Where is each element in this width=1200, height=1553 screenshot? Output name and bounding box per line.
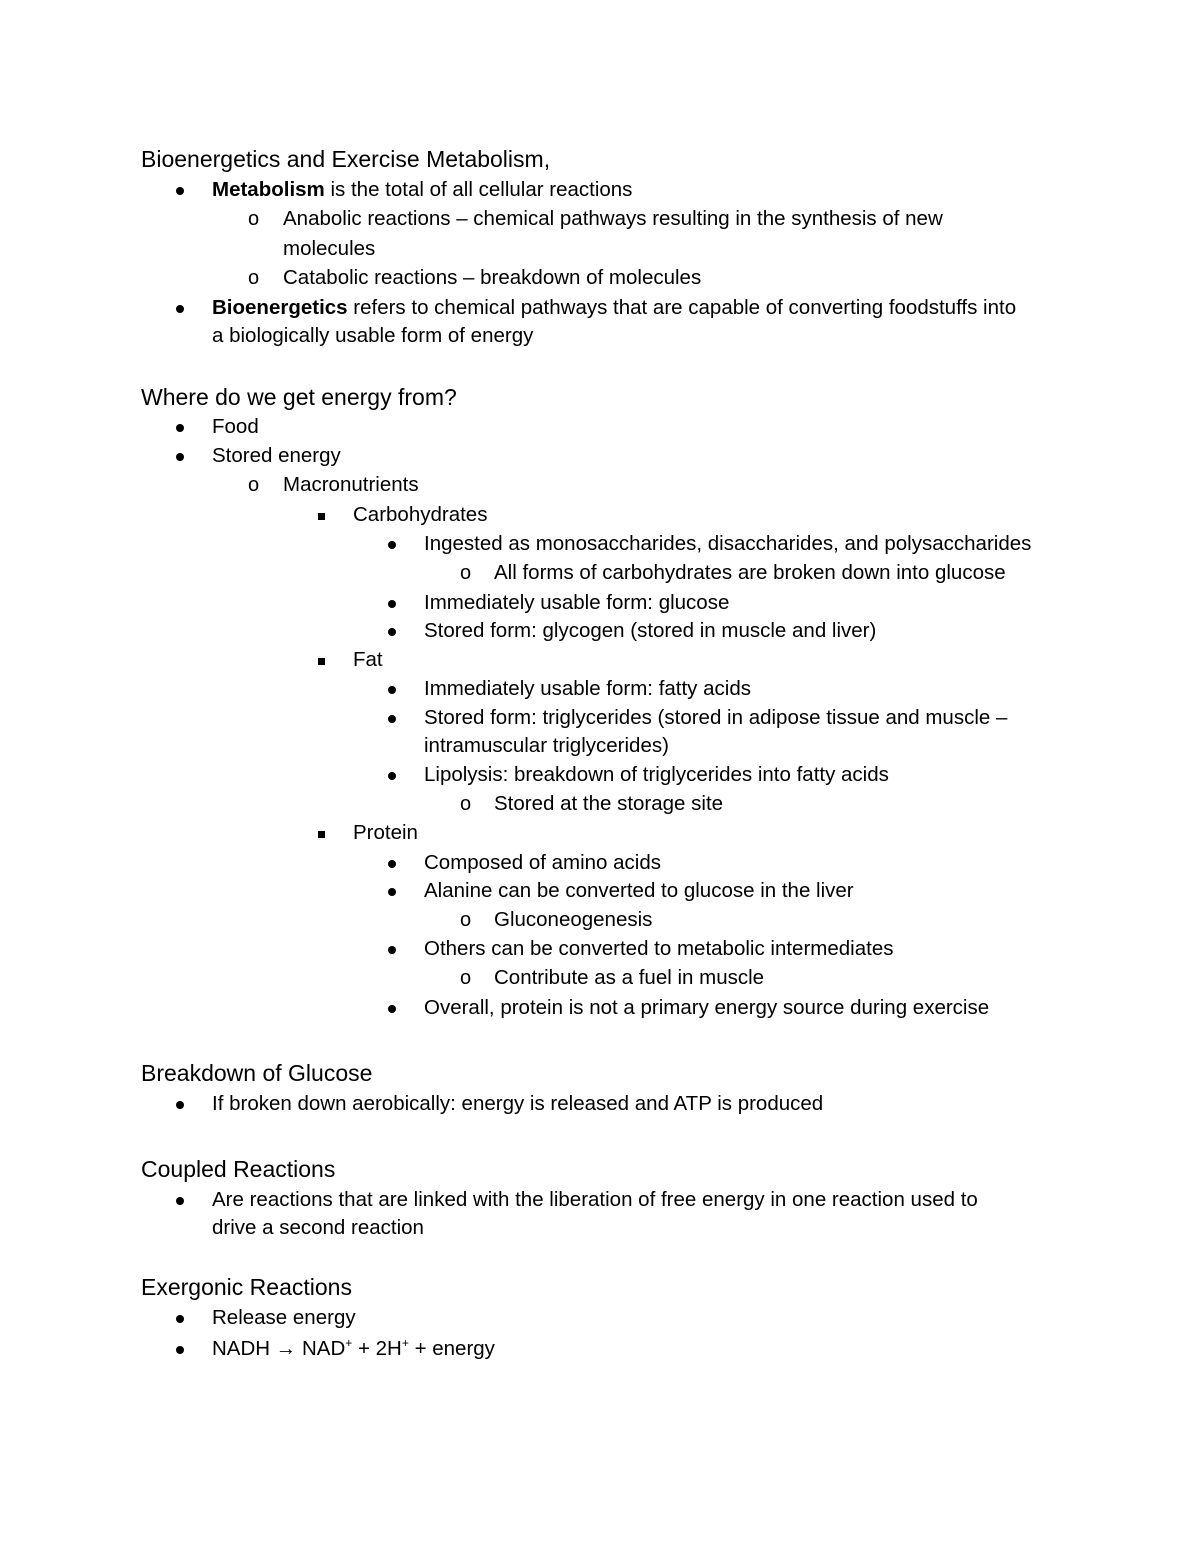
arrow-icon: →	[275, 1337, 297, 1360]
bullet-circle: o	[460, 909, 472, 931]
bullet-circle: o	[460, 793, 472, 815]
list-item-fat-stored: Stored form: triglycerides (stored in adipose tissue and muscle –	[424, 706, 1008, 729]
list-item-fat: Fat	[353, 648, 383, 671]
list-item-release-energy: Release energy	[212, 1306, 356, 1329]
list-item-carb-usable: Immediately usable form: glucose	[424, 591, 730, 614]
bullet-dot	[388, 935, 398, 963]
list-item-metabolism	[212, 176, 632, 204]
list-item-coupled-cont: drive a second reaction	[212, 1216, 424, 1239]
list-item-nadh-equation	[212, 1335, 495, 1363]
list-item-catabolic: Catabolic reactions – breakdown of molecules	[283, 266, 702, 289]
section-heading-coupled: Coupled Reactions	[141, 1156, 336, 1182]
section-heading-exergonic: Exergonic Reactions	[141, 1274, 352, 1300]
equation-reactant: NADH	[212, 1337, 276, 1360]
bullet-dot	[388, 675, 398, 703]
list-item-fat-usable: Immediately usable form: fatty acids	[424, 677, 751, 700]
bullet-dot	[388, 530, 398, 558]
equation-product: + 2H	[352, 1337, 402, 1360]
bullet-dot	[388, 589, 398, 617]
section-heading-energy-sources: Where do we get energy from?	[141, 384, 457, 410]
list-item-fuel-muscle: Contribute as a fuel in muscle	[494, 966, 765, 989]
bullet-circle: o	[248, 474, 260, 496]
list-item-gluconeogenesis: Gluconeogenesis	[494, 908, 653, 931]
list-item-coupled: Are reactions that are linked with the liberation of free energy in one reaction used to	[212, 1188, 978, 1211]
superscript-plus: +	[401, 1336, 409, 1350]
bullet-dot	[176, 176, 186, 204]
bullet-dot	[388, 994, 398, 1022]
list-item-aerobic: If broken down aerobically: energy is released and ATP is produced	[212, 1092, 824, 1115]
bullet-square	[318, 819, 328, 847]
equation-product: NAD	[296, 1337, 346, 1360]
bullet-circle: o	[460, 562, 472, 584]
list-item-stored-energy: Stored energy	[212, 444, 341, 467]
bullet-dot	[388, 617, 398, 645]
bullet-circle: o	[248, 208, 260, 230]
list-item-alanine: Alanine can be converted to glucose in the liver	[424, 879, 854, 902]
bullet-square	[318, 646, 328, 674]
bullet-dot	[176, 442, 186, 470]
bullet-dot	[176, 413, 186, 441]
bullet-circle: o	[460, 967, 472, 989]
bullet-dot	[388, 704, 398, 732]
bullet-dot	[176, 294, 186, 322]
bullet-square	[318, 501, 328, 529]
bullet-dot	[388, 849, 398, 877]
list-item-fat-stored-cont: intramuscular triglycerides)	[424, 734, 669, 757]
bullet-dot	[388, 877, 398, 905]
definition-text: refers to chemical pathways that are capable of converting foodstuffs into	[347, 296, 1017, 319]
list-item-bioenergetics	[212, 294, 1016, 322]
list-item-anabolic-cont: molecules	[283, 237, 376, 260]
list-item-intermediates: Others can be converted to metabolic intermediates	[424, 937, 894, 960]
list-item-carb-glucose: All forms of carbohydrates are broken down into glucose	[494, 561, 1006, 584]
section-heading-glucose: Breakdown of Glucose	[141, 1060, 373, 1086]
list-item-carbohydrates: Carbohydrates	[353, 503, 488, 526]
bullet-dot	[176, 1304, 186, 1332]
list-item-storage-site: Stored at the storage site	[494, 792, 724, 815]
bullet-dot	[176, 1335, 186, 1363]
term-metabolism: Metabolism	[212, 178, 325, 201]
bullet-dot	[176, 1186, 186, 1214]
list-item-carb-stored: Stored form: glycogen (stored in muscle and liver)	[424, 619, 877, 642]
section-heading-bioenergetics: Bioenergetics and Exercise Metabolism,	[141, 146, 551, 172]
list-item-protein-overall: Overall, protein is not a primary energy source during exercise	[424, 996, 990, 1019]
equation-product: + energy	[408, 1337, 495, 1360]
list-item-lipolysis: Lipolysis: breakdown of triglycerides into fatty acids	[424, 763, 889, 786]
list-item-food: Food	[212, 415, 259, 438]
list-item-macronutrients: Macronutrients	[283, 473, 419, 496]
list-item-carb-ingested: Ingested as monosaccharides, disaccharides, and polysaccharides	[424, 532, 1032, 555]
definition-text: is the total of all cellular reactions	[324, 178, 633, 201]
term-bioenergetics: Bioenergetics	[212, 296, 348, 319]
list-item-anabolic: Anabolic reactions – chemical pathways resulting in the synthesis of new	[283, 207, 943, 230]
bullet-dot	[388, 761, 398, 789]
list-item-bioenergetics-cont: a biologically usable form of energy	[212, 324, 534, 347]
list-item-amino-acids: Composed of amino acids	[424, 851, 662, 874]
list-item-protein: Protein	[353, 821, 418, 844]
bullet-dot	[176, 1090, 186, 1118]
superscript-plus: +	[345, 1336, 353, 1350]
bullet-circle: o	[248, 267, 260, 289]
